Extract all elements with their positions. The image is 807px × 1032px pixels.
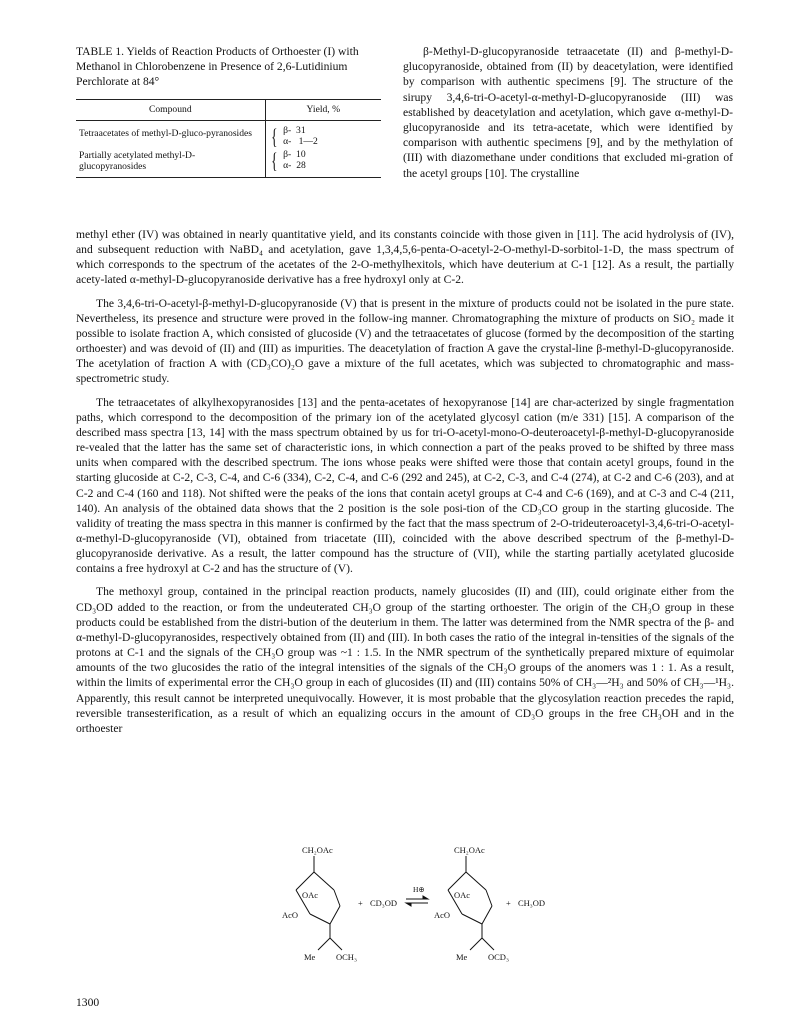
brace-glyph: { — [270, 147, 278, 173]
left-me: Me — [304, 952, 316, 962]
right-aco: AcO — [434, 910, 451, 920]
table-caption: TABLE 1. Yields of Reaction Products of Orthoester (I) with Methanol in Chlorobenzene in Presence of 2,6-Lutidinium Perchlorate at 84° — [76, 45, 359, 89]
table-header-yield: Yield, % — [306, 103, 341, 115]
equilibrium-arrows — [406, 896, 428, 906]
paragraph: methyl ether (IV) was obtained in nearly quantitative yield, and its constants coincide with those given in [11]. The acid hydrolysis of (IV), and subsequent reduction with NaBD₄ and acetylation, gave 1,3,4,5,6-penta-O-acetyl-2-O-methyl-D-sorbitol-1-D, the mass spectrum of which corresponds to the spectrum of the acetates of the 2-O-methylhexitols, which have deuterium at C-1 [12]. As a result, the partially acety-lated α-methyl-D-glucopyranoside derivative has a free hydroxyl only at C-2. — [76, 228, 734, 287]
left-structure — [296, 856, 342, 950]
paragraph: The tetraacetates of alkylhexopyranosides [13] and the penta-acetates of hexopyranose [14] are char-acterized by single fragmentation paths, which correspond to the decomposition of the primary ion of the acetylated glycosyl cation (m/e 331) [15]. A comparison of the described mass spectra [13, 14] with the mass spectrum obtained by us for tri-O-acetyl-mono-O-deuteroacetyl-β-methyl-D-glucopyranoside re-vealed that the latter has the same set of characteristic ions, in which connection a part of the peaks proved to be shifted by three mass units when compared with the described spectrum. The ions whose peaks were shifted were those that contain acetyl groups, found in the starting glucoside at C-2, C-3, C-4, and C-6 (334), C-2, C-4, and C-6 (292 and 245), at C-2, C-3, and C-4 (274), at C-2 and C-6 (203), and at C-2 and C-4 (160 and 118). Not shifted were the peaks of the ions that contain acetyl groups at C-4 and C-6 (169), and at C-3 and C-4 (211, 140). An analysis of the obtained data shows that the 2 position is the sole posi-tion of the CD₃CO group in the starting glucoside. The validity of treating the mass spectra in this manner is confirmed by the fact that the mass spectrum of 2-O-trideuteroacetyl-3,4,6-tri-O-acetyl-α-methyl-D-glucopyranoside (VI), obtained from triacetate (III), coincided with the above described spectrum of the β-methyl-D-glucopyranoside derivative. As a result, the latter compound has the structure of (VII), while the starting partially acetylated glucoside contains a free hydroxyl at C-2 and has the structure of (V). — [76, 395, 734, 576]
right-ocd3: OCD₃ — [488, 952, 509, 962]
yield-value: 10 — [296, 149, 306, 161]
left-aco: AcO — [282, 910, 299, 920]
page-number: 1300 — [76, 996, 100, 1009]
right-structure — [448, 856, 494, 950]
plus-sign: + — [506, 898, 511, 908]
yield-value: 28 — [296, 159, 306, 171]
table-row: Partially acetylated methyl-D-glucopyranosides { β- 10 α- 28 — [76, 149, 381, 178]
plus-sign: + — [358, 898, 363, 908]
right-column-text — [403, 44, 733, 181]
left-och3: OCH₃ — [336, 952, 357, 962]
paragraph: The 3,4,6-tri-O-acetyl-β-methyl-D-glucopyranoside (V) that is present in the mixture of products could not be isolated in the pure state. Nevertheless, its presence and structure were proved in the follow-ing manner. Chromatographing the mixture of products on SiO₂ made it possible to isolate fraction A, which consisted of glucoside (V) and the tetraacetates of glucose (formed by the decomposition of the starting orthoester) and was devoid of (II) and (III) as impurities. The deacetylation of fraction A gave the crystal-line β-methyl-D-glucopyranoside. The acetylation of fraction A with (CD₃CO)₂O gave a mixture of the full acetates, which was subjected to chromatographic and mass-spectrometric study. — [76, 296, 734, 386]
product-ch3od: CH₃OD — [518, 898, 546, 908]
table-header-compound: Compound — [76, 99, 265, 120]
left-oac: OAc — [302, 890, 319, 900]
brace-glyph: { — [270, 123, 278, 149]
paragraph: The methoxyl group, contained in the principal reaction products, namely glucosides (II) and (III), could originate either from the CD₃OD added to the reaction, or from the undeuterated CH₃O group of the starting orthoester. The origin of the CH₃O group in these products could be established from the distri-bution of the deuterium in them. The latter was determined from the NMR spectra of the β- and α-methyl-D-glucopyranosides, respectively obtained from (II) and (III). In both cases the ratio of the integral in-tensities of the signals of the protons at C-1 and the signals of the CH₃O group was ~1 : 1.5. In the NMR spectrum of the synthetically prepared mixture of equimolar amounts of the two glucosides the ratio of the integral intensities of the signals of the CH₃O groups of the anomers was 1 : 1. As a result, within the limits of experimental error the CH₃O group in each of glucosides (II) and (III) contains 50% of CH₃—²H₃ and 50% of CH₃—¹H₃. Apparently, this result cannot be interpreted unequivocally. However, it is most probable that the glycosylation reaction precedes the rapid, reversible transesterification, as a result of which an equalizing occurs in the amount of CD₃O groups in the free CH₃OH and in the orthoester — [76, 585, 734, 735]
right-me: Me — [456, 952, 468, 962]
right-oac: OAc — [454, 890, 471, 900]
table-row: Tetraacetates of methyl-D-gluco-pyranosides { β- 31 α- 1—2 — [76, 120, 381, 149]
reagent-cd3od: CD₃OD — [370, 898, 398, 908]
table-cell-compound: Partially acetylated methyl-D-glucopyranosides — [76, 149, 265, 178]
table-block — [76, 44, 381, 178]
yield-table — [76, 99, 381, 178]
paragraph: β-Methyl-D-glucopyranoside tetraacetate (II) and β-methyl-D-glucopyranoside, obtained from (II) by deacetylation, were identified by comparison with authentic specimens [9]. The structure of the sirupy 3,4,6-tri-O-acetyl-α-methyl-D-glucopyranoside (III) was established by deacetylation and acetylation, which gave α-methyl-D-glucopyranoside and its tetra-acetate, which were identified by comparison with authentic specimens [9], and by the methylation of (III) with diazomethane under conditions that excluded mi-gration of the acetyl groups [10]. The crystalline — [403, 45, 733, 180]
yield-value: 31 — [296, 125, 306, 137]
left-ch2oac: CH₂OAc — [302, 845, 333, 855]
reaction-scheme — [270, 842, 570, 972]
table-cell-compound: Tetraacetates of methyl-D-gluco-pyranosides — [76, 120, 265, 149]
yield-value: 1—2 — [298, 135, 318, 147]
body-text — [76, 227, 734, 744]
catalyst-label: H⊕ — [413, 885, 425, 894]
right-ch2oac: CH₂OAc — [454, 845, 485, 855]
